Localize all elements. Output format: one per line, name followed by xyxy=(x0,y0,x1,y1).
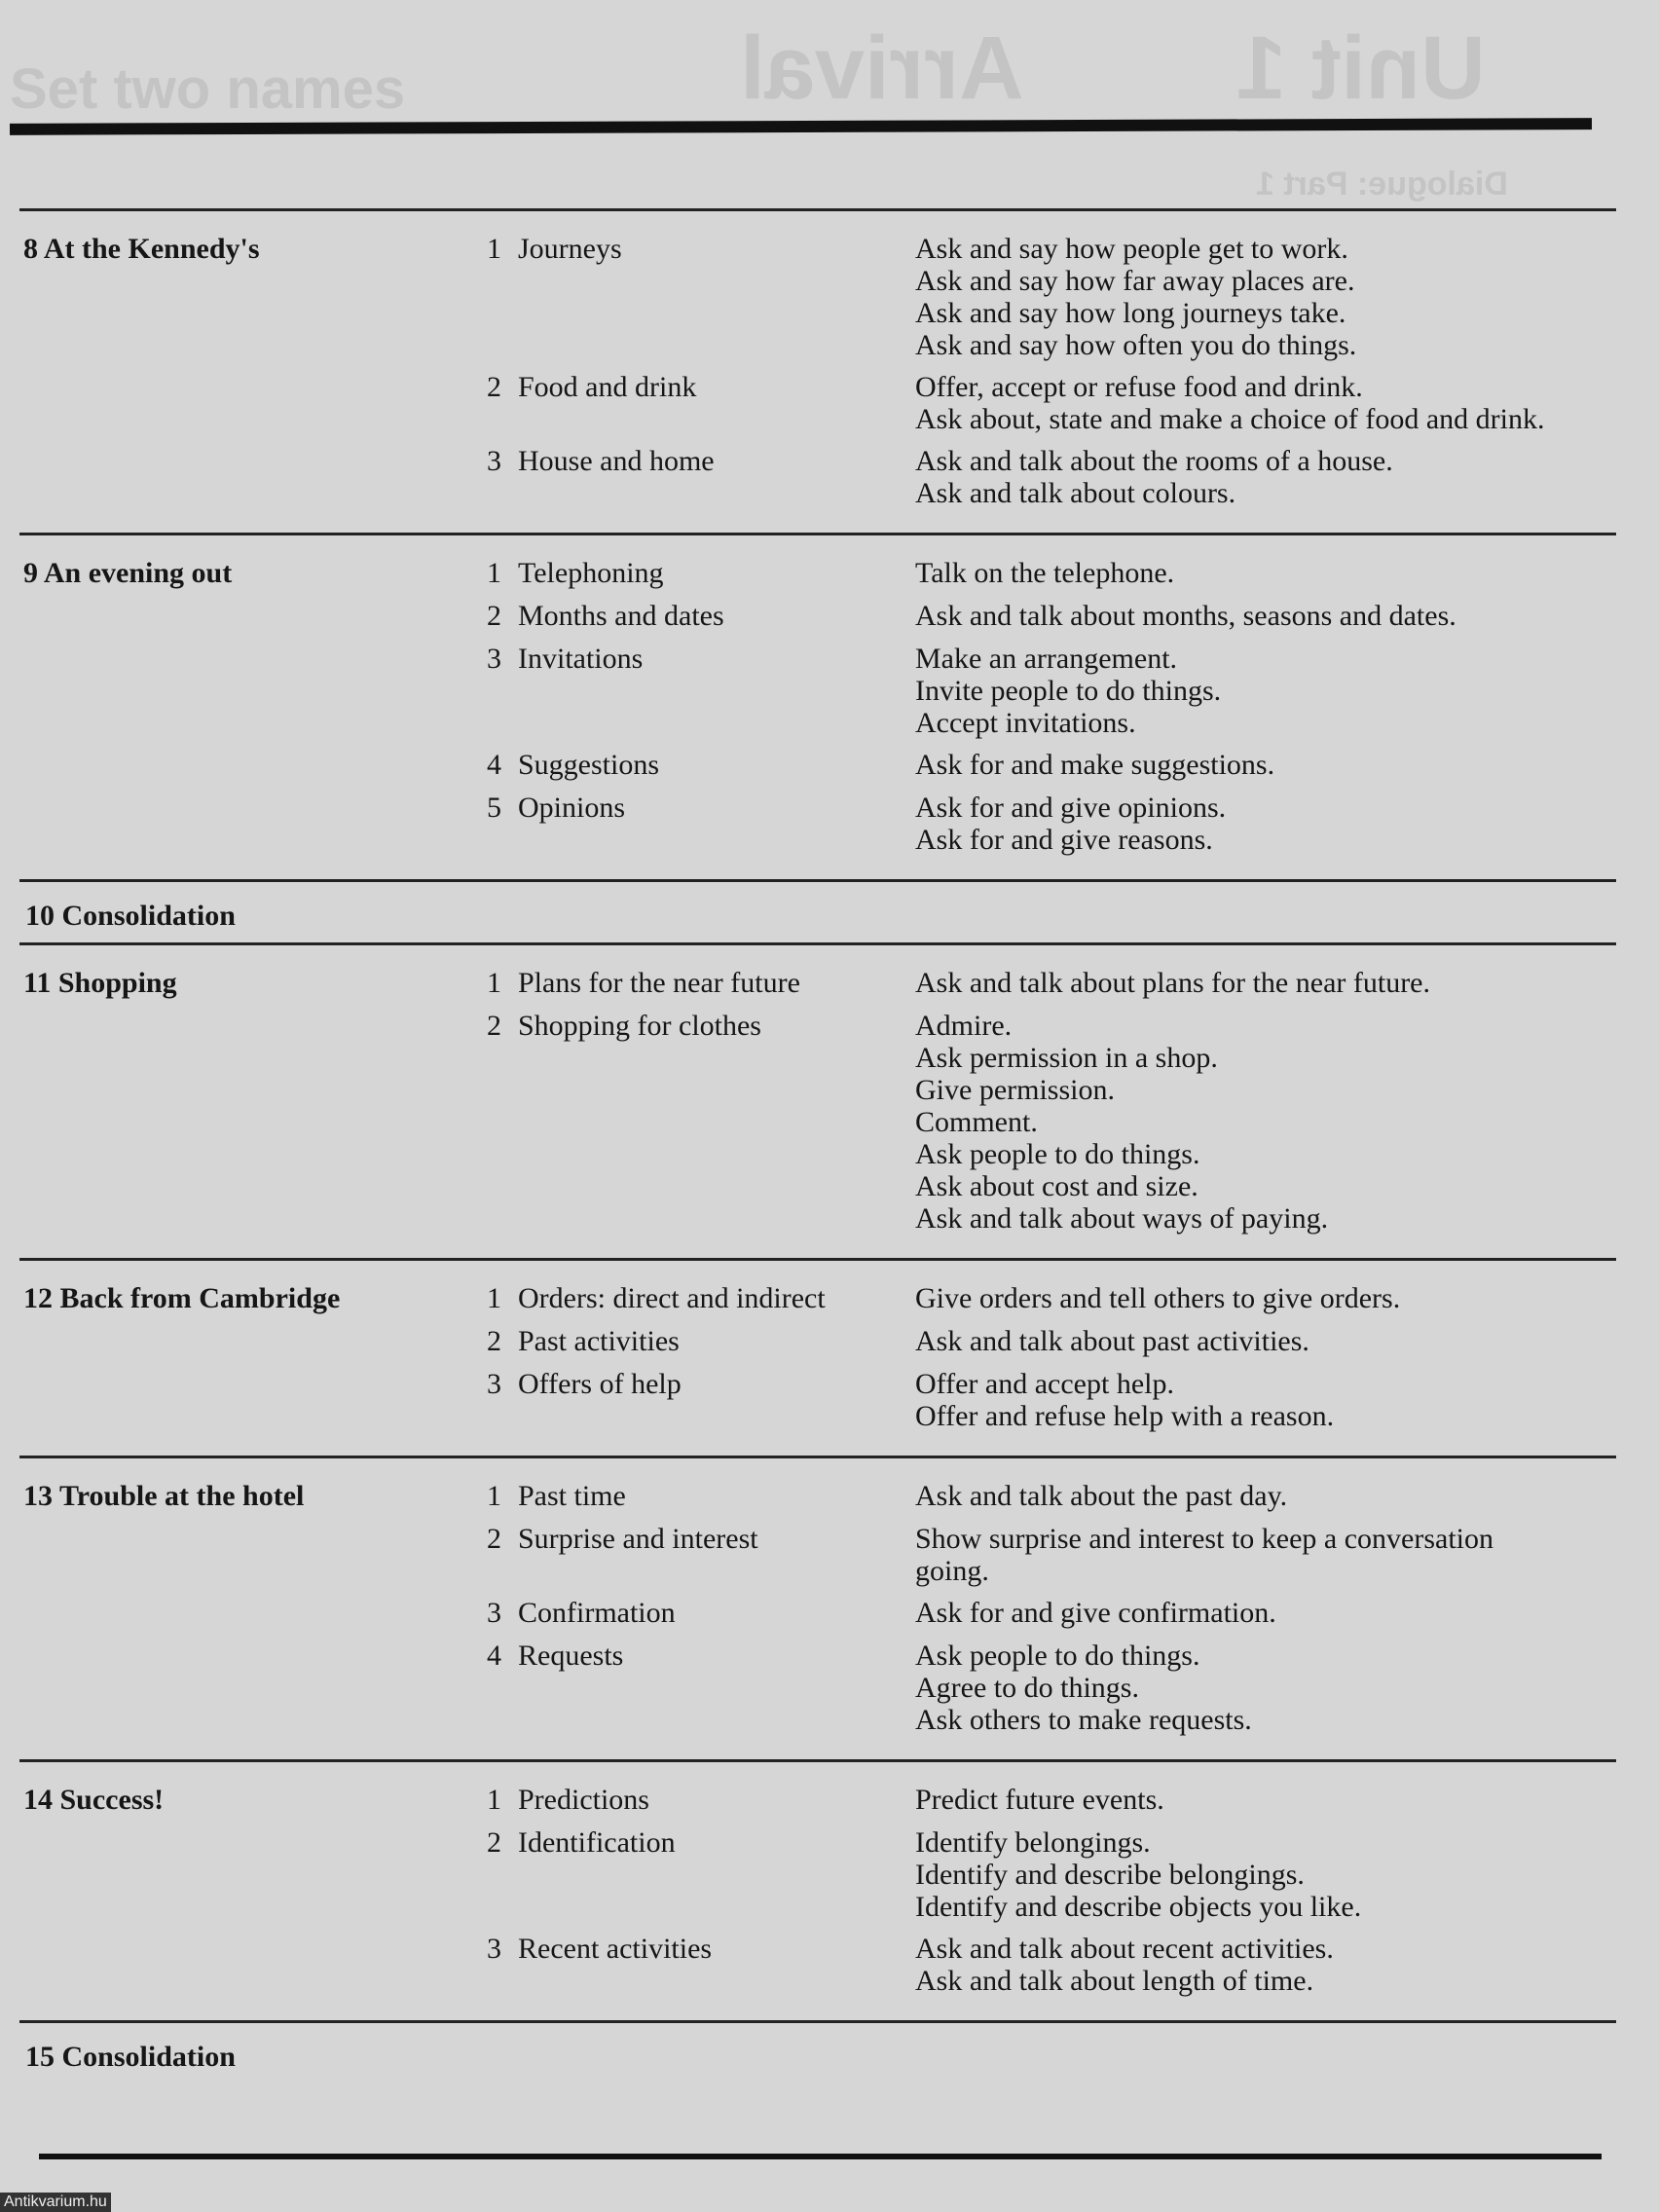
topic-name: Opinions xyxy=(518,792,626,824)
topic-row xyxy=(487,557,1616,590)
background-set-text: Set two names xyxy=(10,57,406,121)
function-list xyxy=(915,1933,1616,1997)
topic-cell xyxy=(487,967,915,1000)
topic-name: Surprise and interest xyxy=(518,1523,758,1555)
topic-cell xyxy=(487,1010,915,1235)
topic-cell xyxy=(487,1523,915,1587)
function-item: Ask about cost and size. xyxy=(915,1170,1198,1202)
topic-number: 2 xyxy=(487,1010,501,1042)
topic-cell xyxy=(487,1640,915,1736)
unit-section xyxy=(19,1456,1616,1759)
topic-row xyxy=(487,1325,1616,1358)
function-list xyxy=(915,1325,1616,1358)
function-item: Offer and refuse help with a reason. xyxy=(915,1400,1335,1432)
topic-cell xyxy=(487,1480,915,1513)
function-item: Ask and talk about ways of paying. xyxy=(915,1202,1329,1235)
topic-row xyxy=(487,1282,1616,1315)
function-item: Give permission. xyxy=(915,1074,1115,1106)
unit-section xyxy=(19,1759,1616,2020)
function-item: Ask for and make suggestions. xyxy=(915,749,1275,781)
function-item: going. xyxy=(915,1555,989,1587)
unit-section xyxy=(19,533,1616,879)
topic-cell xyxy=(487,1597,915,1630)
function-item: Ask for and give confirmation. xyxy=(915,1597,1276,1629)
topic-cell xyxy=(487,792,915,856)
function-item: Accept invitations. xyxy=(915,707,1136,739)
topic-row xyxy=(487,643,1616,739)
topic-name: House and home xyxy=(518,445,715,477)
topic-row xyxy=(487,1597,1616,1630)
topic-number: 1 xyxy=(487,967,501,999)
function-list xyxy=(915,643,1616,739)
topic-name: Past time xyxy=(518,1480,626,1512)
function-item: Comment. xyxy=(915,1106,1038,1138)
unit-title: 13 Trouble at the hotel xyxy=(23,1480,305,1512)
topic-number: 1 xyxy=(487,233,501,265)
topic-row xyxy=(487,1368,1616,1432)
topic-row xyxy=(487,967,1616,1000)
topic-cell xyxy=(487,557,915,590)
function-list xyxy=(915,233,1616,361)
topic-list xyxy=(487,1282,1616,1442)
function-list xyxy=(915,371,1616,435)
topic-name: Requests xyxy=(518,1640,624,1672)
topic-number: 3 xyxy=(487,1933,501,1965)
function-list xyxy=(915,749,1616,782)
unit-title: 14 Success! xyxy=(23,1784,165,1816)
unit-title: 12 Back from Cambridge xyxy=(23,1282,341,1314)
function-list xyxy=(915,1826,1616,1923)
topic-name: Orders: direct and indirect xyxy=(518,1282,826,1314)
topic-row xyxy=(487,1480,1616,1513)
unit-section xyxy=(19,879,1616,942)
topic-name: Predictions xyxy=(518,1784,649,1816)
function-item: Ask others to make requests. xyxy=(915,1704,1252,1736)
unit-section xyxy=(19,208,1616,533)
background-arrival-title: Arrival xyxy=(740,18,1024,118)
unit-section xyxy=(19,1258,1616,1456)
function-list xyxy=(915,1597,1616,1630)
function-list xyxy=(915,557,1616,590)
function-list xyxy=(915,445,1616,509)
topic-row xyxy=(487,792,1616,856)
function-list xyxy=(915,1368,1616,1432)
contents-table xyxy=(19,208,1616,2083)
watermark: Antikvarium.hu xyxy=(0,2193,111,2212)
function-item: Ask and say how people get to work. xyxy=(915,233,1348,265)
topic-number: 1 xyxy=(487,1282,501,1314)
function-item: Give orders and tell others to give orders. xyxy=(915,1282,1401,1314)
topic-number: 2 xyxy=(487,1325,501,1357)
function-item: Invite people to do things. xyxy=(915,675,1222,707)
unit-title: 9 An evening out xyxy=(23,557,233,589)
function-item: Ask and talk about past activities. xyxy=(915,1325,1309,1357)
topic-name: Past activities xyxy=(518,1325,680,1357)
topic-number: 3 xyxy=(487,1597,501,1629)
topic-cell xyxy=(487,1368,915,1432)
topic-cell xyxy=(487,1282,915,1315)
unit-title: 8 At the Kennedy's xyxy=(23,233,260,265)
function-item: Agree to do things. xyxy=(915,1672,1139,1704)
function-item: Ask and talk about months, seasons and dates. xyxy=(915,600,1456,632)
function-item: Identify and describe belongings. xyxy=(915,1859,1305,1891)
background-unit-title: Unit 1 xyxy=(1236,18,1486,118)
topic-number: 4 xyxy=(487,1640,501,1672)
topic-name: Plans for the near future xyxy=(518,967,800,999)
function-item: Ask for and give reasons. xyxy=(915,824,1213,856)
topic-list xyxy=(489,900,1616,933)
topic-list xyxy=(487,557,1616,866)
function-item: Ask and talk about plans for the near future. xyxy=(915,967,1430,999)
topic-name: Food and drink xyxy=(518,371,697,403)
topic-cell xyxy=(487,445,915,509)
unit-title: 10 Consolidation xyxy=(25,900,236,932)
function-item: Show surprise and interest to keep a conversation xyxy=(915,1523,1494,1555)
topic-name: Suggestions xyxy=(518,749,660,781)
topic-name: Telephoning xyxy=(518,557,664,589)
function-item: Ask and talk about the past day. xyxy=(915,1480,1288,1512)
unit-title: 15 Consolidation xyxy=(25,2041,236,2073)
topic-row xyxy=(487,233,1616,361)
topic-name: Recent activities xyxy=(518,1933,713,1965)
topic-number: 4 xyxy=(487,749,501,781)
topic-number: 1 xyxy=(487,1480,501,1512)
function-list xyxy=(915,967,1616,1000)
function-item: Predict future events. xyxy=(915,1784,1164,1816)
function-list xyxy=(915,792,1616,856)
topic-name: Months and dates xyxy=(518,600,724,632)
topic-row xyxy=(487,600,1616,633)
topic-name: Offers of help xyxy=(518,1368,682,1400)
function-item: Ask for and give opinions. xyxy=(915,792,1227,824)
topic-row xyxy=(487,371,1616,435)
function-item: Make an arrangement. xyxy=(915,643,1178,675)
topic-number: 2 xyxy=(487,371,501,403)
unit-section xyxy=(19,2020,1616,2083)
topic-cell xyxy=(487,1784,915,1817)
function-item: Ask people to do things. xyxy=(915,1138,1200,1170)
function-list xyxy=(915,1784,1616,1817)
function-list xyxy=(915,1640,1616,1736)
topic-number: 3 xyxy=(487,643,501,675)
topic-row xyxy=(487,1826,1616,1923)
topic-cell xyxy=(487,1826,915,1923)
unit-title: 11 Shopping xyxy=(23,967,177,999)
topic-cell xyxy=(487,1933,915,1997)
topic-row xyxy=(487,1640,1616,1736)
topic-number: 5 xyxy=(487,792,501,824)
function-item: Ask and say how long journeys take. xyxy=(915,297,1346,329)
function-item: Ask about, state and make a choice of food and drink. xyxy=(915,403,1545,435)
topic-cell xyxy=(487,371,915,435)
topic-list xyxy=(487,967,1616,1244)
topic-name: Invitations xyxy=(518,643,644,675)
function-list xyxy=(915,1282,1616,1315)
function-item: Identify and describe objects you like. xyxy=(915,1891,1362,1923)
topic-list xyxy=(487,233,1616,519)
function-list xyxy=(915,600,1616,633)
function-list xyxy=(915,1523,1616,1587)
topic-row xyxy=(487,749,1616,782)
topic-number: 1 xyxy=(487,557,501,589)
function-item: Admire. xyxy=(915,1010,1013,1042)
function-item: Ask permission in a shop. xyxy=(915,1042,1218,1074)
unit-section xyxy=(19,942,1616,1258)
topic-number: 3 xyxy=(487,445,501,477)
topic-name: Shopping for clothes xyxy=(518,1010,761,1042)
topic-number: 2 xyxy=(487,1523,501,1555)
topic-cell xyxy=(487,1325,915,1358)
topic-cell xyxy=(487,233,915,361)
function-list xyxy=(915,1480,1616,1513)
function-item: Ask and talk about length of time. xyxy=(915,1965,1314,1997)
background-dialogue-text: Dialogue: Part 1 xyxy=(1256,166,1508,203)
topic-row xyxy=(487,1010,1616,1235)
topic-name: Journeys xyxy=(518,233,622,265)
function-item: Ask and say how often you do things. xyxy=(915,329,1357,361)
topic-name: Identification xyxy=(518,1826,676,1859)
topic-number: 1 xyxy=(487,1784,501,1816)
function-item: Offer, accept or refuse food and drink. xyxy=(915,371,1363,403)
function-item: Talk on the telephone. xyxy=(915,557,1175,589)
topic-cell xyxy=(487,749,915,782)
function-item: Identify belongings. xyxy=(915,1826,1151,1859)
topic-row xyxy=(487,1523,1616,1587)
topic-row xyxy=(487,1933,1616,1997)
topic-number: 3 xyxy=(487,1368,501,1400)
topic-row xyxy=(487,1784,1616,1817)
function-list xyxy=(915,1010,1616,1235)
function-item: Ask and talk about the rooms of a house. xyxy=(915,445,1393,477)
function-item: Offer and accept help. xyxy=(915,1368,1174,1400)
function-item: Ask and talk about recent activities. xyxy=(915,1933,1334,1965)
topic-cell xyxy=(487,600,915,633)
function-item: Ask and say how far away places are. xyxy=(915,265,1355,297)
bottom-rule xyxy=(39,2154,1602,2159)
topic-row xyxy=(487,445,1616,509)
topic-number: 2 xyxy=(487,1826,501,1859)
function-item: Ask and talk about colours. xyxy=(915,477,1236,509)
topic-number: 2 xyxy=(487,600,501,632)
topic-list xyxy=(489,2041,1616,2074)
function-item: Ask people to do things. xyxy=(915,1640,1200,1672)
topic-list xyxy=(487,1784,1616,2007)
topic-cell xyxy=(487,643,915,739)
topic-list xyxy=(487,1480,1616,1746)
topic-name: Confirmation xyxy=(518,1597,676,1629)
